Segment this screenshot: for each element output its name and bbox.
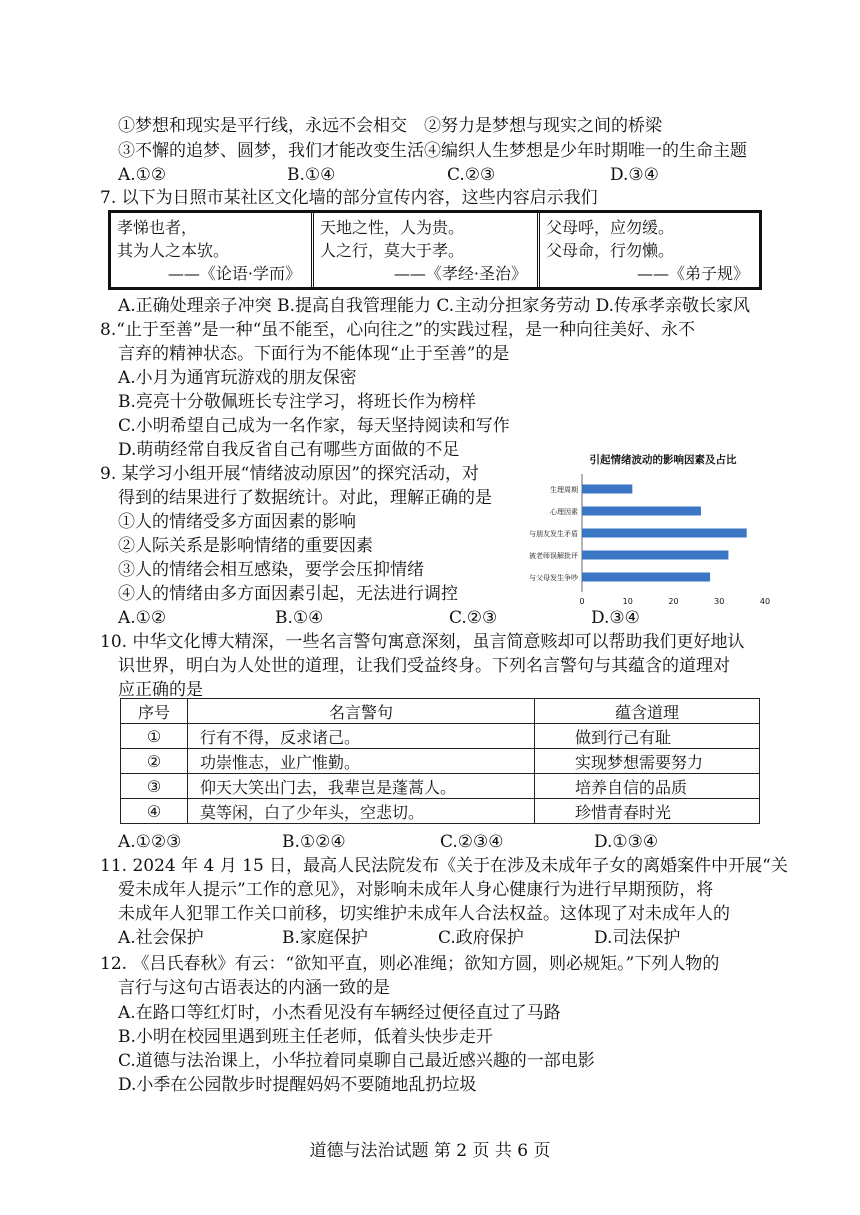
chart-x-tick-label: 10 — [622, 597, 633, 606]
quote-line: 父母命，行勿懒。 — [546, 241, 675, 260]
row-quote: 莫等闲，白了少年头，空悲切。 — [188, 799, 535, 824]
q10-stem-line-3: 应正确的是 — [118, 680, 203, 700]
q11-option-b: B.家庭保护 — [282, 928, 368, 948]
chart-category-label: 心理因素 — [550, 508, 578, 516]
chart-bar — [582, 507, 701, 516]
chart-category-label: 被老师误解批评 — [529, 552, 578, 560]
q9-item-3: ③人的情绪会相互感染，要学会压抑情绪 — [118, 560, 424, 580]
table-header-row — [121, 699, 760, 724]
q11-option-d: D.司法保护 — [594, 928, 681, 948]
row-number: ④ — [121, 799, 188, 824]
q9-option-d: D.③④ — [591, 608, 640, 628]
q11-option-c: C.政府保护 — [438, 928, 524, 948]
q8-option-a: A.小月为通宵玩游戏的朋友保密 — [118, 368, 357, 388]
q12-stem-line-1: 12. 《吕氏春秋》有云：“欲知平直，则必准绳；欲知方圆，则必规矩。”下列人物的 — [100, 954, 720, 974]
q6-item-line-1: ①梦想和现实是平行线，永远不会相交 ②努力是梦想与现实之间的桥梁 — [118, 116, 662, 136]
row-quote: 行有不得，反求诸己。 — [188, 724, 535, 749]
culture-wall-panel — [108, 210, 762, 290]
q9-option-a: A.①② — [118, 608, 167, 628]
q7-options: A.正确处理亲子冲突 B.提高自我管理能力 C.主动分担家务劳动 D.传承孝亲敬长家风 — [118, 296, 751, 316]
q9-item-2: ②人际关系是影响情绪的重要因素 — [118, 536, 373, 556]
q12-option-c: C.道德与法治课上，小华拉着同桌聊自己最近感兴趣的一部电影 — [118, 1051, 595, 1071]
quote-cell-lunyu — [111, 213, 311, 287]
q11-stem-line-1: 11. 2024 年 4 月 15 日，最高人民法院发布《关于在涉及未成年子女的离婚案件中开展“关 — [100, 856, 788, 876]
q9-stem-line-2: 得到的结果进行了数据统计。对此，理解正确的是 — [118, 488, 492, 508]
chart-x-tick-label: 40 — [759, 597, 771, 606]
row-meaning: 珍惜青春时光 — [535, 799, 760, 824]
q8-option-c: C.小明希望自己成为一名作家，每天坚持阅读和写作 — [118, 416, 510, 436]
q9-option-c: C.②③ — [449, 608, 498, 628]
row-meaning: 培养自信的品质 — [535, 774, 760, 799]
chart-bar — [582, 529, 747, 538]
q10-stem-line-2: 识世界，明白为人处世的道理，让我们受益终身。下列名言警句与其蕴含的道理对 — [118, 656, 730, 676]
row-quote: 功崇惟志，业广惟勤。 — [188, 749, 535, 774]
q10-stem-line-1: 10. 中华文化博大精深，一些名言警句寓意深刻，虽言简意赅却可以帮助我们更好地认 — [100, 632, 745, 652]
quote-line: 天地之性，人为贵。 — [320, 218, 465, 237]
table-row — [121, 774, 760, 799]
quote-line: 父母呼，应勿缓。 — [546, 218, 675, 237]
q6-item-line-2: ③不懈的追梦、圆梦，我们才能改变生活④编织人生梦想是少年时期唯一的生命主题 — [118, 141, 747, 161]
q10-option-d: D.①③④ — [594, 832, 659, 852]
row-number: ③ — [121, 774, 188, 799]
q10-option-a: A.①②③ — [118, 832, 182, 852]
chart-title: 引起情绪波动的影响因素及占比 — [589, 454, 737, 466]
header-quote: 名言警句 — [188, 699, 535, 724]
table-row — [121, 749, 760, 774]
q11-option-a: A.社会保护 — [118, 928, 204, 948]
chart-x-tick-label: 30 — [714, 597, 725, 606]
chart-bar — [582, 573, 710, 582]
chart-bar — [582, 485, 632, 494]
header-number: 序号 — [121, 699, 188, 724]
chart-category-label: 生理周期 — [550, 486, 578, 494]
quote-cell-xiaojing — [311, 213, 537, 287]
table-row — [121, 799, 760, 824]
chart-bar — [582, 551, 728, 560]
q8-stem-line-2: 言弃的精神状态。下面行为不能体现“止于至善”的是 — [118, 344, 510, 364]
quote-source: ——《孝经·圣治》 — [393, 264, 527, 283]
q8-stem-line-1: 8.“止于至善”是一种“虽不能至，心向往之”的实践过程，是一种向往美好、永不 — [100, 320, 695, 340]
q6-option-d: D.③④ — [610, 165, 659, 185]
quote-line: 孝悌也者， — [117, 218, 198, 237]
table-row — [121, 724, 760, 749]
header-meaning: 蕴含道理 — [535, 699, 760, 724]
q7-stem: 7. 以下为日照市某社区文化墙的部分宣传内容，这些内容启示我们 — [100, 188, 598, 208]
row-meaning: 实现梦想需要努力 — [535, 749, 760, 774]
q10-option-c: C.②③④ — [440, 832, 504, 852]
q11-stem-line-2: 爱未成年人提示”工作的意见》，对影响未成年人身心健康行为进行早期预防，将 — [118, 880, 714, 900]
q8-option-b: B.亮亮十分敬佩班长专注学习，将班长作为榜样 — [118, 392, 476, 412]
emotion-factors-bar-chart — [505, 448, 795, 618]
q6-option-b: B.①④ — [287, 165, 336, 185]
q9-item-1: ①人的情绪受多方面因素的影响 — [118, 512, 356, 532]
chart-x-tick-label: 0 — [579, 597, 585, 606]
q10-option-b: B.①②④ — [282, 832, 346, 852]
q8-option-d: D.萌萌经常自我反省自己有哪些方面做的不足 — [118, 440, 460, 460]
q11-stem-line-3: 未成年人犯罪工作关口前移，切实维护未成年人合法权益。这体现了对未成年人的 — [118, 904, 730, 924]
row-quote: 仰天大笑出门去，我辈岂是蓬蒿人。 — [188, 774, 535, 799]
q6-option-a: A.①② — [118, 165, 167, 185]
row-number: ① — [121, 724, 188, 749]
q12-option-a: A.在路口等红灯时，小杰看见没有车辆经过便径直过了马路 — [118, 1003, 561, 1023]
row-number: ② — [121, 749, 188, 774]
page-footer: 道德与法治试题 第 2 页 共 6 页 — [309, 1141, 551, 1161]
q9-item-4: ④人的情绪由多方面因素引起，无法进行调控 — [118, 584, 458, 604]
chart-category-label: 与父母发生争吵 — [529, 574, 578, 582]
q9-stem-line-1: 9. 某学习小组开展“情绪波动原因”的探究活动，对 — [100, 464, 480, 484]
chart-x-tick-label: 20 — [668, 597, 679, 606]
chart-category-label: 与朋友发生矛盾 — [529, 530, 578, 538]
quotes-table — [120, 698, 760, 824]
q12-stem-line-2: 言行与这句古语表达的内涵一致的是 — [118, 978, 390, 998]
q12-option-d: D.小季在公园散步时提醒妈妈不要随地乱扔垃圾 — [118, 1075, 477, 1095]
q12-option-b: B.小明在校园里遇到班主任老师，低着头快步走开 — [118, 1027, 493, 1047]
q9-option-b: B.①④ — [275, 608, 324, 628]
quote-source: ——《论语·学而》 — [167, 264, 301, 283]
quote-line: 人之行，莫大于孝。 — [320, 241, 465, 260]
quote-line: 其为人之本欤。 — [117, 241, 230, 260]
row-meaning: 做到行己有耻 — [535, 724, 760, 749]
q6-option-c: C.②③ — [447, 165, 496, 185]
quote-source: ——《弟子规》 — [636, 264, 749, 283]
quote-cell-dizigui — [537, 213, 759, 287]
